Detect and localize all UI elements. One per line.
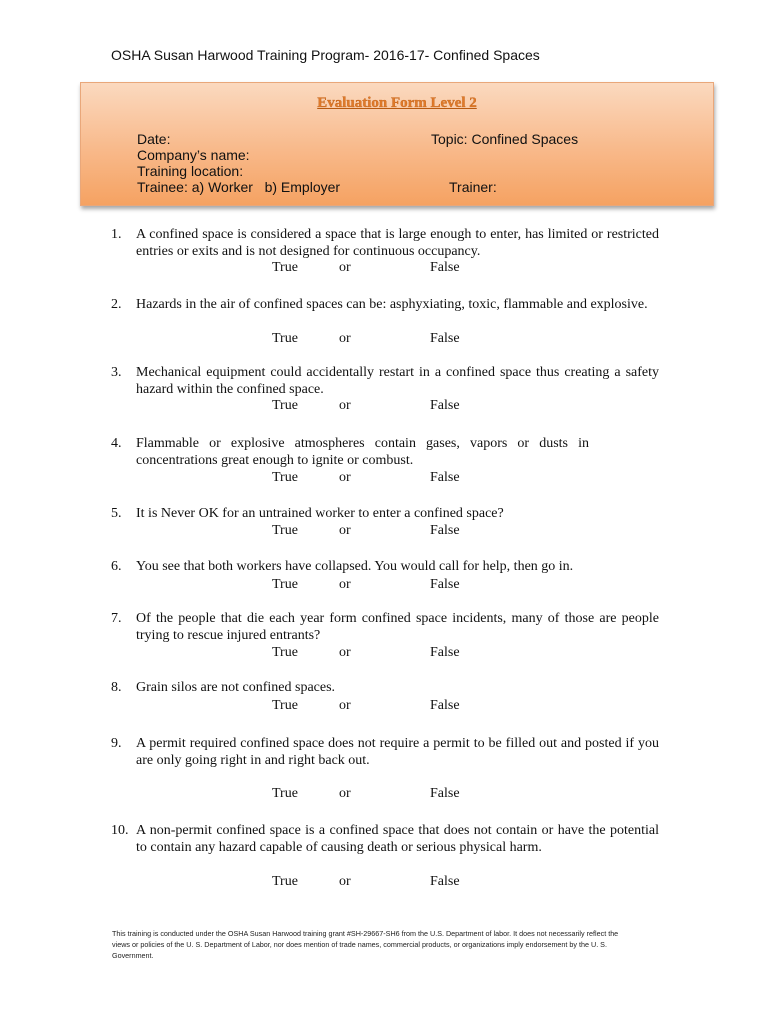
question-number: 8. xyxy=(111,680,122,695)
question-10 xyxy=(111,823,659,856)
form-title: Evaluation Form Level 2 xyxy=(317,95,477,111)
question-text: It is Never OK for an untrained worker to enter a confined space? xyxy=(136,506,504,521)
question-text: Of the people that die each year form confined space incidents, many of those are people trying to rescue injured entrants? xyxy=(136,611,659,643)
question-text: Mechanical equipment could accidentally restart in a confined space thus creating a safety hazard within the confined space. xyxy=(136,365,659,397)
answer-true: True xyxy=(272,874,298,889)
question-text: Flammable or explosive atmospheres contain gases, vapors or dusts in concentrations great enough to ignite or combust. xyxy=(136,436,589,468)
answer-false: False xyxy=(430,874,460,889)
question-number: 7. xyxy=(111,611,122,626)
page-header: OSHA Susan Harwood Training Program- 2016-17- Confined Spaces xyxy=(111,47,540,63)
question-text: Hazards in the air of confined spaces can be: asphyxiating, toxic, flammable and explosive. xyxy=(136,297,648,312)
question-1 xyxy=(111,227,659,260)
question-3 xyxy=(111,365,659,398)
question-6 xyxy=(111,559,659,576)
question-number: 10. xyxy=(111,823,129,838)
question-number: 2. xyxy=(111,297,122,312)
answer-or: or xyxy=(339,260,351,275)
company-name-label: Company’s name: xyxy=(137,147,250,163)
footer-disclaimer: This training is conducted under the OSHA Susan Harwood training grant #SH-29667-SH6 from the U.S. Department of labor. It does not necessarily reflect the views or policies of the U. S. Department of Labor, nor does mention of trade names, commercial products, or organizations imply endorsement by the U. S. Government. xyxy=(112,929,619,960)
answer-false: False xyxy=(430,331,460,346)
question-text: A non-permit confined space is a confined space that does not contain or have the potential to contain any hazard capable of causing death or serious physical harm. xyxy=(136,823,659,855)
answer-true: True xyxy=(272,260,298,275)
evaluation-form-box xyxy=(80,82,714,206)
question-number: 4. xyxy=(111,436,122,451)
question-text: Grain silos are not confined spaces. xyxy=(136,680,336,695)
answer-false: False xyxy=(430,523,460,538)
question-number: 5. xyxy=(111,506,122,521)
answer-false: False xyxy=(430,260,460,275)
answer-false: False xyxy=(430,470,460,485)
answer-true: True xyxy=(272,698,298,713)
question-9 xyxy=(111,736,659,769)
answer-or: or xyxy=(339,645,351,660)
trainee-label: Trainee: a) Worker b) Employer xyxy=(137,179,341,195)
answer-or: or xyxy=(339,398,351,413)
answer-true: True xyxy=(272,786,298,801)
question-number: 6. xyxy=(111,559,122,574)
answer-false: False xyxy=(430,577,460,592)
question-number: 1. xyxy=(111,227,122,242)
question-number: 9. xyxy=(111,736,122,751)
answer-false: False xyxy=(430,698,460,713)
training-location-label: Training location: xyxy=(137,163,244,179)
answer-true: True xyxy=(272,645,298,660)
answer-false: False xyxy=(430,398,460,413)
topic-label: Topic: Confined Spaces xyxy=(431,131,579,147)
question-7 xyxy=(111,611,659,644)
answer-or: or xyxy=(339,786,351,801)
answer-or: or xyxy=(339,698,351,713)
question-4 xyxy=(111,436,659,469)
answer-or: or xyxy=(339,331,351,346)
answer-false: False xyxy=(430,786,460,801)
answer-false: False xyxy=(430,645,460,660)
answer-true: True xyxy=(272,470,298,485)
question-text: You see that both workers have collapsed. You would call for help, then go in. xyxy=(136,559,574,574)
question-text: A confined space is considered a space that is large enough to enter, has limited or restricted entries or exits and is not designed for continuous occupancy. xyxy=(136,227,659,259)
answer-true: True xyxy=(272,523,298,538)
answer-or: or xyxy=(339,577,351,592)
answer-or: or xyxy=(339,470,351,485)
question-5 xyxy=(111,506,659,523)
answer-or: or xyxy=(339,874,351,889)
answer-true: True xyxy=(272,398,298,413)
question-text: A permit required confined space does not require a permit to be filled out and posted if you are only going right in and right back out. xyxy=(136,736,659,768)
answer-true: True xyxy=(272,577,298,592)
question-8 xyxy=(111,680,659,697)
trainer-label: Trainer: xyxy=(449,179,497,195)
question-number: 3. xyxy=(111,365,122,380)
question-2 xyxy=(111,297,659,314)
answer-or: or xyxy=(339,523,351,538)
date-label: Date: xyxy=(137,131,171,147)
answer-true: True xyxy=(272,331,298,346)
